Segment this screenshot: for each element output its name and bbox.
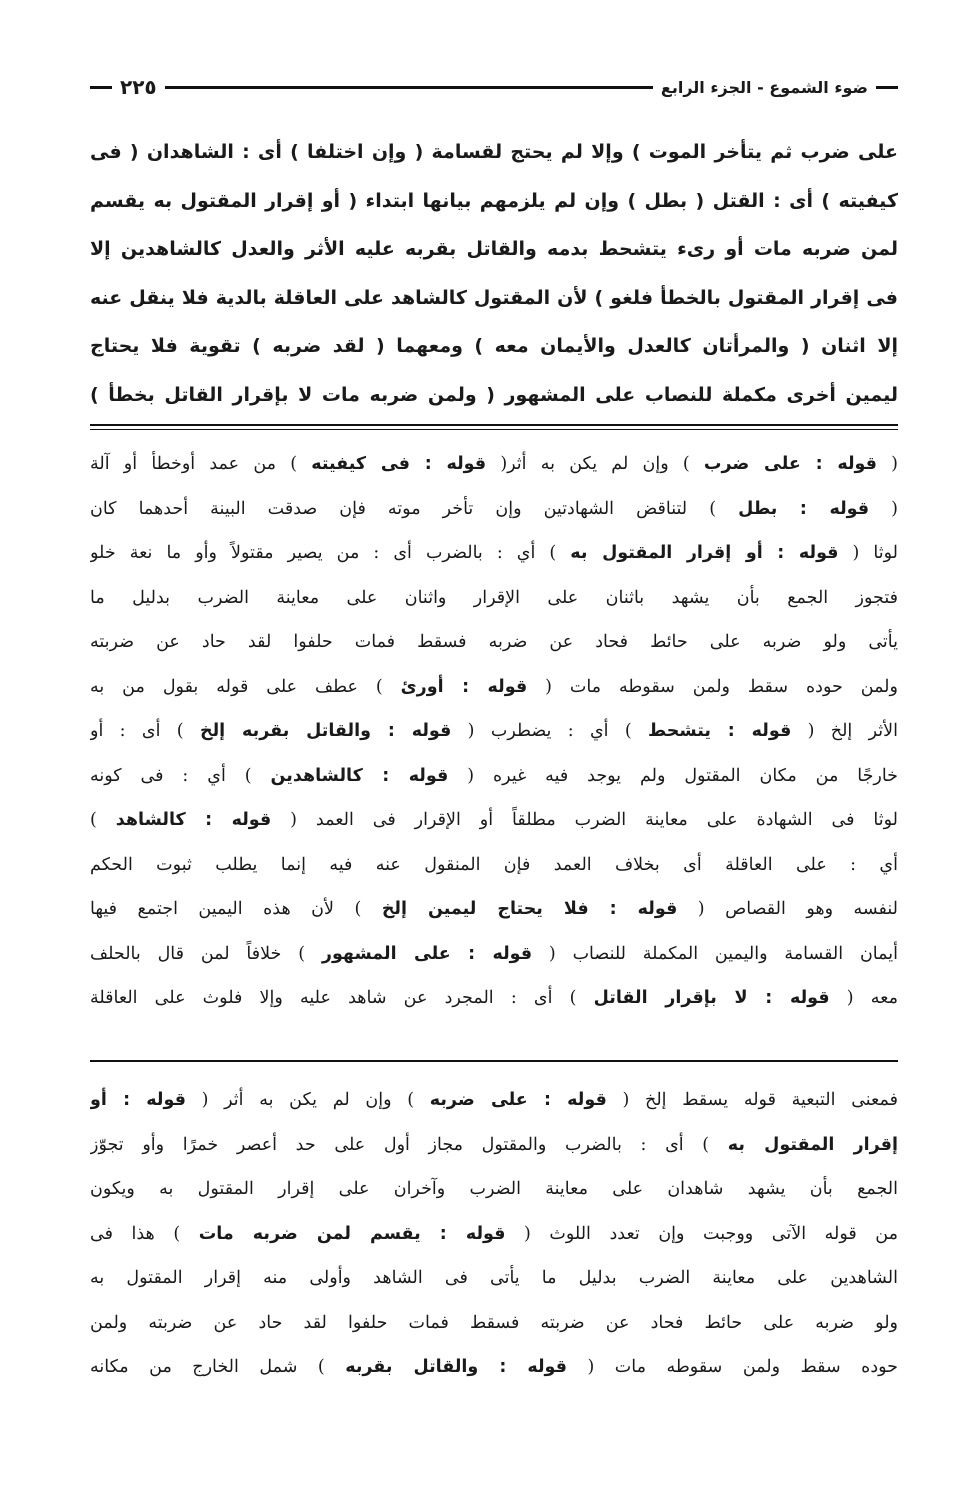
commentary-line — [90, 1256, 898, 1301]
commentary-text: ) — [90, 810, 116, 830]
commentary-text: ولو ضربه على حائط فحاد عن ضربته فسقط فمات حلفوا لقد حاد عن ضربته ولمن — [90, 1312, 898, 1333]
main-text-line: فى إقرار المقتول بالخطأ فلغو ) لأن المقتول كالشاهد على العاقلة بالدية فلا ينقل عنه — [90, 286, 898, 309]
commentary-text: حوده سقط ولمن سقوطه مات ( — [566, 1357, 898, 1377]
main-text-line: لمن ضربه مات أو رىء يتشحط بدمه والقاتل بقربه عليه الأثر والعدل كالشاهدين إلا — [90, 238, 898, 260]
commentary-text: أيمان القسامة واليمين المكملة للنصاب ( — [532, 943, 898, 964]
commentary-quote-heading: قوله : بطل — [738, 498, 870, 519]
separator-double-rule — [90, 424, 898, 430]
commentary-text: ) هذا فى — [90, 1223, 199, 1244]
main-text-line: ليمين أخرى مكملة للنصاب على المشهور ( ولمن ضربه مات لا بإقرار القاتل بخطأ ) — [90, 383, 898, 406]
commentary-text: الجمع بأن يشهد شاهدان على معاينة الضرب وآخران على إقرار المقتول به ويكون — [90, 1179, 898, 1199]
commentary-text: الشاهدين على معاينة الضرب بدليل ما يأتى فى الشاهد وأولى منه إقرار المقتول به — [90, 1268, 898, 1288]
commentary-quote-heading: قوله : أو — [90, 1090, 186, 1110]
main-text-line: كيفيته ) أى : القتل ( بطل ) وإن لم يلزمهم بيانها ابتداء ( أو إقرار المقتول به يقسم — [90, 189, 898, 212]
commentary-text: لوثا ( — [838, 543, 898, 563]
commentary-quote-heading: قوله : فلا يحتاج ليمين إلخ — [381, 899, 678, 919]
commentary-text: ولمن حوده سقط ولمن سقوطه مات ( — [527, 676, 898, 697]
commentary-line — [90, 887, 898, 932]
commentary-text: ) أى : المجرد عن شاهد عليه وإلا فلوث على العاقلة — [90, 988, 594, 1008]
commentary-quote-heading: قوله : أو إقرار المقتول به — [570, 543, 839, 563]
commentary-quote-heading: قوله : على المشهور — [321, 943, 533, 964]
commentary-text: ) خلافاً لمن قال بالحلف — [90, 943, 322, 964]
commentary-line — [90, 976, 898, 1021]
commentary-line — [90, 665, 898, 710]
commentary-quote-heading: قوله : يقسم لمن ضربه مات — [198, 1223, 506, 1244]
commentary-section-2 — [90, 1078, 898, 1390]
commentary-text: لوثا فى الشهادة على معاينة الضرب مطلقاً أو الإقرار فى العمد ( — [271, 810, 898, 830]
commentary-line — [90, 487, 898, 532]
commentary-text: فتجوز الجمع بأن يشهد باثنان على الإقرار واثنان على معاينة الضرب بدليل ما — [90, 587, 898, 608]
commentary-line — [90, 798, 898, 843]
commentary-text: ) أى : بالضرب والمقتول مجاز أول على حد أعصر خمرًا وأو تجوّز — [90, 1134, 728, 1155]
commentary-text: من قوله الآتى ووجبت وإن تعدد اللوث ( — [505, 1223, 898, 1244]
commentary-line — [90, 843, 898, 888]
commentary-quote-heading: قوله : والقاتل بقربه إلخ — [199, 721, 452, 741]
header-rule-left — [90, 86, 112, 89]
commentary-text: لنفسه وهو القصاص ( — [677, 899, 898, 919]
commentary-text: أي : على العاقلة أى بخلاف العمد فإن المنقول عنه فيه إنما يطلب ثبوت الحكم — [90, 854, 898, 875]
commentary-line — [90, 620, 898, 665]
main-text — [90, 128, 898, 419]
commentary-text: ) وإن لم يكن به أثر ( — [185, 1090, 430, 1110]
commentary-text: ) شمل الخارج من مكانه — [90, 1357, 346, 1377]
commentary-text: ( — [869, 498, 898, 519]
commentary-line — [90, 442, 898, 487]
commentary-text: الأثر إلخ ( — [791, 721, 898, 741]
commentary-line — [90, 1167, 898, 1212]
commentary-text: ) لأن هذه اليمين اجتمع فيها — [90, 899, 382, 919]
commentary-quote-heading: قوله : أورئ — [400, 676, 528, 697]
commentary-quote-heading: قوله : فى كيفيته — [311, 454, 487, 474]
main-text-line: على ضرب ثم يتأخر الموت ) وإلا لم يحتج لقسامة ( وإن اختلفا ) أى : الشاهدان ( فى — [90, 141, 898, 163]
commentary-line — [90, 1212, 898, 1257]
commentary-text: ( — [876, 454, 898, 474]
commentary-text: ) أي : يضطرب ( — [451, 721, 649, 741]
separator-rule — [90, 1060, 898, 1062]
commentary-text: ) وإن لم يكن به أثر( — [486, 454, 704, 474]
commentary-line — [90, 709, 898, 754]
commentary-line — [90, 1301, 898, 1346]
commentary-text: خارجًا من مكان المقتول ولم يوجد فيه غيره ( — [448, 765, 898, 786]
running-title: ضوء الشموع - الجزء الرابع — [660, 77, 868, 97]
commentary-line — [90, 932, 898, 977]
commentary-text: ) لتناقض الشهادتين وإن تأخر موته فإن صدقت البينة أحدهما كان — [90, 498, 739, 519]
commentary-text: ) أي : فى كونه — [90, 765, 271, 786]
commentary-text: فمعنى التبعية قوله يسقط إلخ ( — [606, 1090, 898, 1110]
running-header — [90, 72, 898, 102]
commentary-quote-heading: قوله : على ضربه — [429, 1090, 607, 1110]
commentary-line — [90, 1078, 898, 1123]
commentary-text: ) أي : بالضرب أى : من يصير مقتولاً وأو ما نعة خلو — [90, 543, 571, 563]
commentary-section-1 — [90, 442, 898, 1021]
commentary-quote-heading: إقرار المقتول به — [727, 1134, 898, 1155]
commentary-text: ) من عمد أوخطأ أو آلة — [90, 454, 312, 474]
header-rule-middle — [165, 86, 653, 89]
commentary-text: ) أى : أو — [90, 721, 200, 741]
header-rule-right — [876, 86, 898, 89]
commentary-quote-heading: قوله : والقاتل بقربه — [345, 1357, 567, 1377]
commentary-quote-heading: قوله : على ضرب — [703, 454, 877, 474]
commentary-text: معه ( — [829, 988, 898, 1008]
commentary-line — [90, 531, 898, 576]
page-number: ٢٢٥ — [120, 75, 157, 99]
commentary-quote-heading: قوله : يتشحط — [648, 721, 792, 741]
commentary-quote-heading: قوله : كالشاهد — [115, 810, 272, 830]
commentary-text: ) عطف على قوله بقول من به — [90, 676, 401, 697]
commentary-line — [90, 1123, 898, 1168]
commentary-quote-heading: قوله : لا بإقرار القاتل — [593, 988, 830, 1008]
commentary-text: يأتى ولو ضربه على حائط فحاد عن ضربه فسقط فمات حلفوا لقد حاد عن ضربته — [90, 632, 898, 652]
commentary-line — [90, 754, 898, 799]
commentary-line — [90, 1345, 898, 1390]
commentary-line — [90, 576, 898, 621]
main-text-line: إلا اثنان ( والمرأتان كالعدل والأيمان معه ) ومعهما ( لقد ضربه ) تقوية فلا يحتاج — [90, 335, 898, 357]
commentary-quote-heading: قوله : كالشاهدين — [270, 765, 449, 786]
book-page — [90, 0, 898, 1494]
